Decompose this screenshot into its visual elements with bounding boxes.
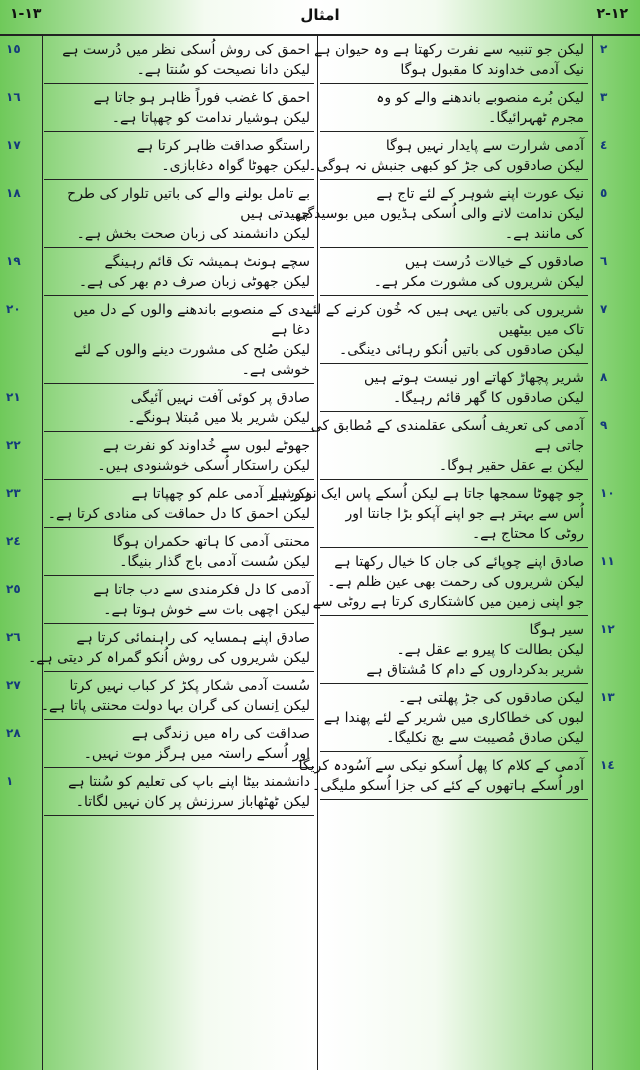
verse-block [320, 364, 588, 412]
verse-line: لیکن جھوٹی زبان صرف دم بھر کی ہے۔ [78, 274, 310, 290]
verse-line: دانشمند بیٹا اپنے باپ کی تعلیم کو سُنتا ہے [68, 774, 310, 790]
left-margin-rule [42, 36, 43, 1070]
verse-line: لیکن دانشمند کی زبان صحت بخش ہے۔ [76, 226, 310, 242]
verse-number: ١٠ [600, 486, 615, 500]
verse-block [320, 616, 588, 684]
verse-line: لیکن صُلح کی مشورت دینے والوں کے لئے [74, 342, 310, 358]
verse-line: لیکن شریروں کی رحمت بھی عین ظلم ہے۔ [327, 574, 584, 590]
verse-number: ٨ [600, 370, 608, 384]
verse-block [44, 180, 314, 248]
verse-line: محنتی آدمی کا ہاتھ حکمران ہوگا [112, 534, 310, 550]
verse-number: ٩ [600, 418, 608, 432]
verse-line: لیکن بے عقل حقیر ہوگا۔ [438, 458, 584, 474]
verse-block [44, 720, 314, 768]
verse-number: ٦ [600, 254, 608, 268]
verse-number: ٣ [600, 90, 608, 104]
verse-line: لیکن صادقوں کی جڑ کو کبھی جنبش نہ ہوگی۔ [308, 158, 584, 174]
verse-block [314, 36, 588, 84]
left-text-column [28, 36, 314, 816]
verse-number: ١٤ [600, 758, 615, 772]
verse-line: راستگو صداقت ظاہر کرتا ہے [136, 138, 310, 154]
verse-block [44, 384, 314, 432]
verse-line: جو چھوٹا سمجھا جاتا ہے لیکن اُسکے پاس ایک نوکر ہے [270, 486, 584, 502]
verse-line: لیکن صادقوں کا گھر قائم رہیگا۔ [392, 390, 584, 406]
verse-block [44, 528, 314, 576]
verse-number: ١٨ [6, 186, 21, 200]
book-title: امثال [300, 6, 340, 24]
verse-line: لیکن جو تنبیہ سے نفرت رکھتا ہے وہ حیوان ہے [314, 42, 584, 58]
verse-number: ٢٠ [6, 302, 21, 316]
verse-number: ٢ [600, 42, 608, 56]
verse-line: شریر بدکرداروں کے دام کا مُشتاق ہے [366, 662, 584, 678]
verse-line: اُس سے بہتر ہے جو اپنے آپکو بڑا جانتا اور [345, 506, 584, 522]
verse-number: ٧ [600, 302, 608, 316]
verse-line: لیکن دانا نصیحت کو سُنتا ہے۔ [136, 62, 310, 78]
verse-block [298, 752, 588, 800]
verse-number: ١٦ [6, 90, 21, 104]
verse-block [270, 480, 588, 548]
verse-number: ٢٣ [6, 486, 21, 500]
verse-line: صادق اپنے ہمسایہ کی راہنمائی کرتا ہے [76, 630, 310, 646]
verse-line: صادق اپنے چوپائے کی جان کا خیال رکھتا ہے [334, 554, 584, 570]
verse-line: صادق پر کوئی آفت نہیں آئیگی [130, 390, 310, 406]
chapter-range-left: ١٣-١ [10, 6, 42, 22]
verse-line: اور اُسکے راستہ میں ہرگز موت نہیں۔ [83, 746, 310, 762]
verse-number: ٢٥ [6, 582, 21, 596]
verse-line: خوشی ہے۔ [241, 362, 310, 378]
verse-line: نیک عورت اپنے شوہر کے لئے تاج ہے [376, 186, 584, 202]
verse-block [28, 624, 314, 672]
verse-line: شریروں کی باتیں یہی ہیں کہ خُون کرنے کے لئے [304, 302, 584, 318]
verse-number: ١ [6, 774, 14, 788]
verse-line: چھیدتی ہیں [240, 206, 310, 222]
verse-line: نیک آدمی خداوند کا مقبول ہوگا [400, 62, 584, 78]
verse-number: ٥ [600, 186, 608, 200]
verse-number: ١٢ [600, 622, 615, 636]
verse-block [44, 432, 314, 480]
verse-line: دغا ہے [271, 322, 310, 338]
verse-line: لیکن اِنسان کی گران بہا دولت محنتی پاتا ہے۔ [40, 698, 310, 714]
verse-block [44, 36, 314, 84]
verse-line: آدمی کی تعریف اُسکی عقلمندی کے مُطابق کی [310, 418, 584, 434]
verse-line: شریر پچھاڑ کھاتے اور نیست ہوتے ہیں [363, 370, 584, 386]
verse-line: احمق کا غضب فوراً ظاہر ہو جاتا ہے [93, 90, 310, 106]
verse-line: ہوشیار آدمی علم کو چھپاتا ہے [131, 486, 310, 502]
verse-line: لیکن ہوشیار ندامت کو چھپاتا ہے۔ [111, 110, 310, 126]
verse-line: لیکن شریروں کی روش اُنکو گمراہ کر دیتی ہے۔ [28, 650, 310, 666]
verse-line: کی مانند ہے۔ [504, 226, 584, 242]
verse-line: لیکن بطالت کا پیرو بے عقل ہے۔ [396, 642, 584, 658]
verse-number: ١١ [600, 554, 615, 568]
verse-block [308, 132, 588, 180]
verse-line: لیکن راستکار اُسکی خوشنودی ہیں۔ [97, 458, 310, 474]
verse-line: جاتی ہے [534, 438, 584, 454]
verse-line: آدمی کا دل فکرمندی سے دب جاتا ہے [93, 582, 310, 598]
chapter-range-right: ١٢-٢ [596, 6, 628, 22]
verse-number: ٢٢ [6, 438, 21, 452]
verse-number: ١٥ [6, 42, 21, 56]
verse-block [295, 180, 588, 248]
verse-number: ١٧ [6, 138, 21, 152]
verse-number: ١٩ [6, 254, 21, 268]
verse-line: لیکن ندامت لانے والی اُسکی ہڈیوں میں بوسیدگی [295, 206, 584, 222]
verse-line: لیکن بُرے منصوبے باندھنے والے کو وہ [376, 90, 584, 106]
verse-number: ٢٧ [6, 678, 21, 692]
verse-line: تاک میں بیٹھیں [498, 322, 584, 338]
verse-line: لیکن شریروں کی مشورت مکر ہے۔ [373, 274, 584, 290]
verse-block [44, 248, 314, 296]
verse-block [304, 296, 588, 364]
verse-block [312, 548, 588, 616]
verse-block [44, 296, 314, 384]
verse-number: ٢٤ [6, 534, 21, 548]
verse-line: روٹی کا محتاج ہے۔ [471, 526, 584, 542]
verse-line: لیکن جھوٹا گواہ دغابازی۔ [161, 158, 310, 174]
verse-line: بے تامل بولنے والے کی باتیں تلوار کی طرح [67, 186, 310, 202]
verse-number: ٢١ [6, 390, 21, 404]
verse-line: لیکن ٹھٹھاباز سرزنش پر کان نہیں لگاتا۔ [75, 794, 310, 810]
verse-block [44, 132, 314, 180]
verse-block [320, 248, 588, 296]
verse-line: جھوٹے لبوں سے خُداوند کو نفرت ہے [102, 438, 310, 454]
right-margin-rule [592, 36, 593, 1070]
verse-line: جو اپنی زمین میں کاشتکاری کرتا ہے روٹی سے [312, 594, 584, 610]
page-header [0, 0, 640, 36]
verse-block [44, 576, 314, 624]
verse-line: آدمی کے کلام کا پھل اُسکو نیکی سے آسُودہ کریگا [298, 758, 584, 774]
verse-line: لیکن صادق مُصیبت سے بچ نکلیگا۔ [386, 730, 584, 746]
verse-line: لیکن شریر بلا میں مُبتلا ہونگے۔ [127, 410, 310, 426]
verse-line: سیر ہوگا [529, 622, 584, 638]
verse-line: احمق کی روش اُسکی نظر میں دُرست ہے [62, 42, 310, 58]
verse-number: ٢٦ [6, 630, 21, 644]
verse-number: ١٣ [600, 690, 615, 704]
verse-block [44, 768, 314, 816]
verse-block [44, 84, 314, 132]
verse-block [40, 672, 314, 720]
verse-line: لیکن اچھی بات سے خوش ہوتا ہے۔ [103, 602, 310, 618]
verse-line: آدمی شرارت سے پایدار نہیں ہوگا [385, 138, 584, 154]
verse-line: سچے ہونٹ ہمیشہ تک قائم رہینگے [104, 254, 310, 270]
verse-number: ٤ [600, 138, 608, 152]
verse-line: سُست آدمی شکار پکڑ کر کباب نہیں کرتا [69, 678, 310, 694]
verse-line: لیکن سُست آدمی باج گذار بنیگا۔ [119, 554, 310, 570]
verse-line: مجرم ٹھہرائیگا۔ [488, 110, 584, 126]
verse-line: لیکن صادقوں کی جڑ پھلتی ہے۔ [398, 690, 584, 706]
verse-block [320, 84, 588, 132]
column-divider [317, 36, 318, 1070]
verse-line: صداقت کی راہ میں زندگی ہے [131, 726, 310, 742]
verse-line: اور اُسکے ہاتھوں کے کئے کی جزا اُسکو ملیگی۔ [311, 778, 584, 794]
verse-line: صادقوں کے خیالات دُرست ہیں [404, 254, 584, 270]
verse-line: لبوں کی خطاکاری میں شریر کے لئے پھندا ہے [323, 710, 584, 726]
verse-line: بدی کے منصوبے باندھنے والوں کے دل میں [73, 302, 310, 318]
verse-block [320, 684, 588, 752]
verse-number: ٢٨ [6, 726, 21, 740]
verse-line: لیکن صادقوں کی باتیں اُنکو رہائی دینگی۔ [339, 342, 584, 358]
verse-line: لیکن احمق کا دل حماقت کی منادی کرتا ہے۔ [47, 506, 310, 522]
verse-block [310, 412, 588, 480]
